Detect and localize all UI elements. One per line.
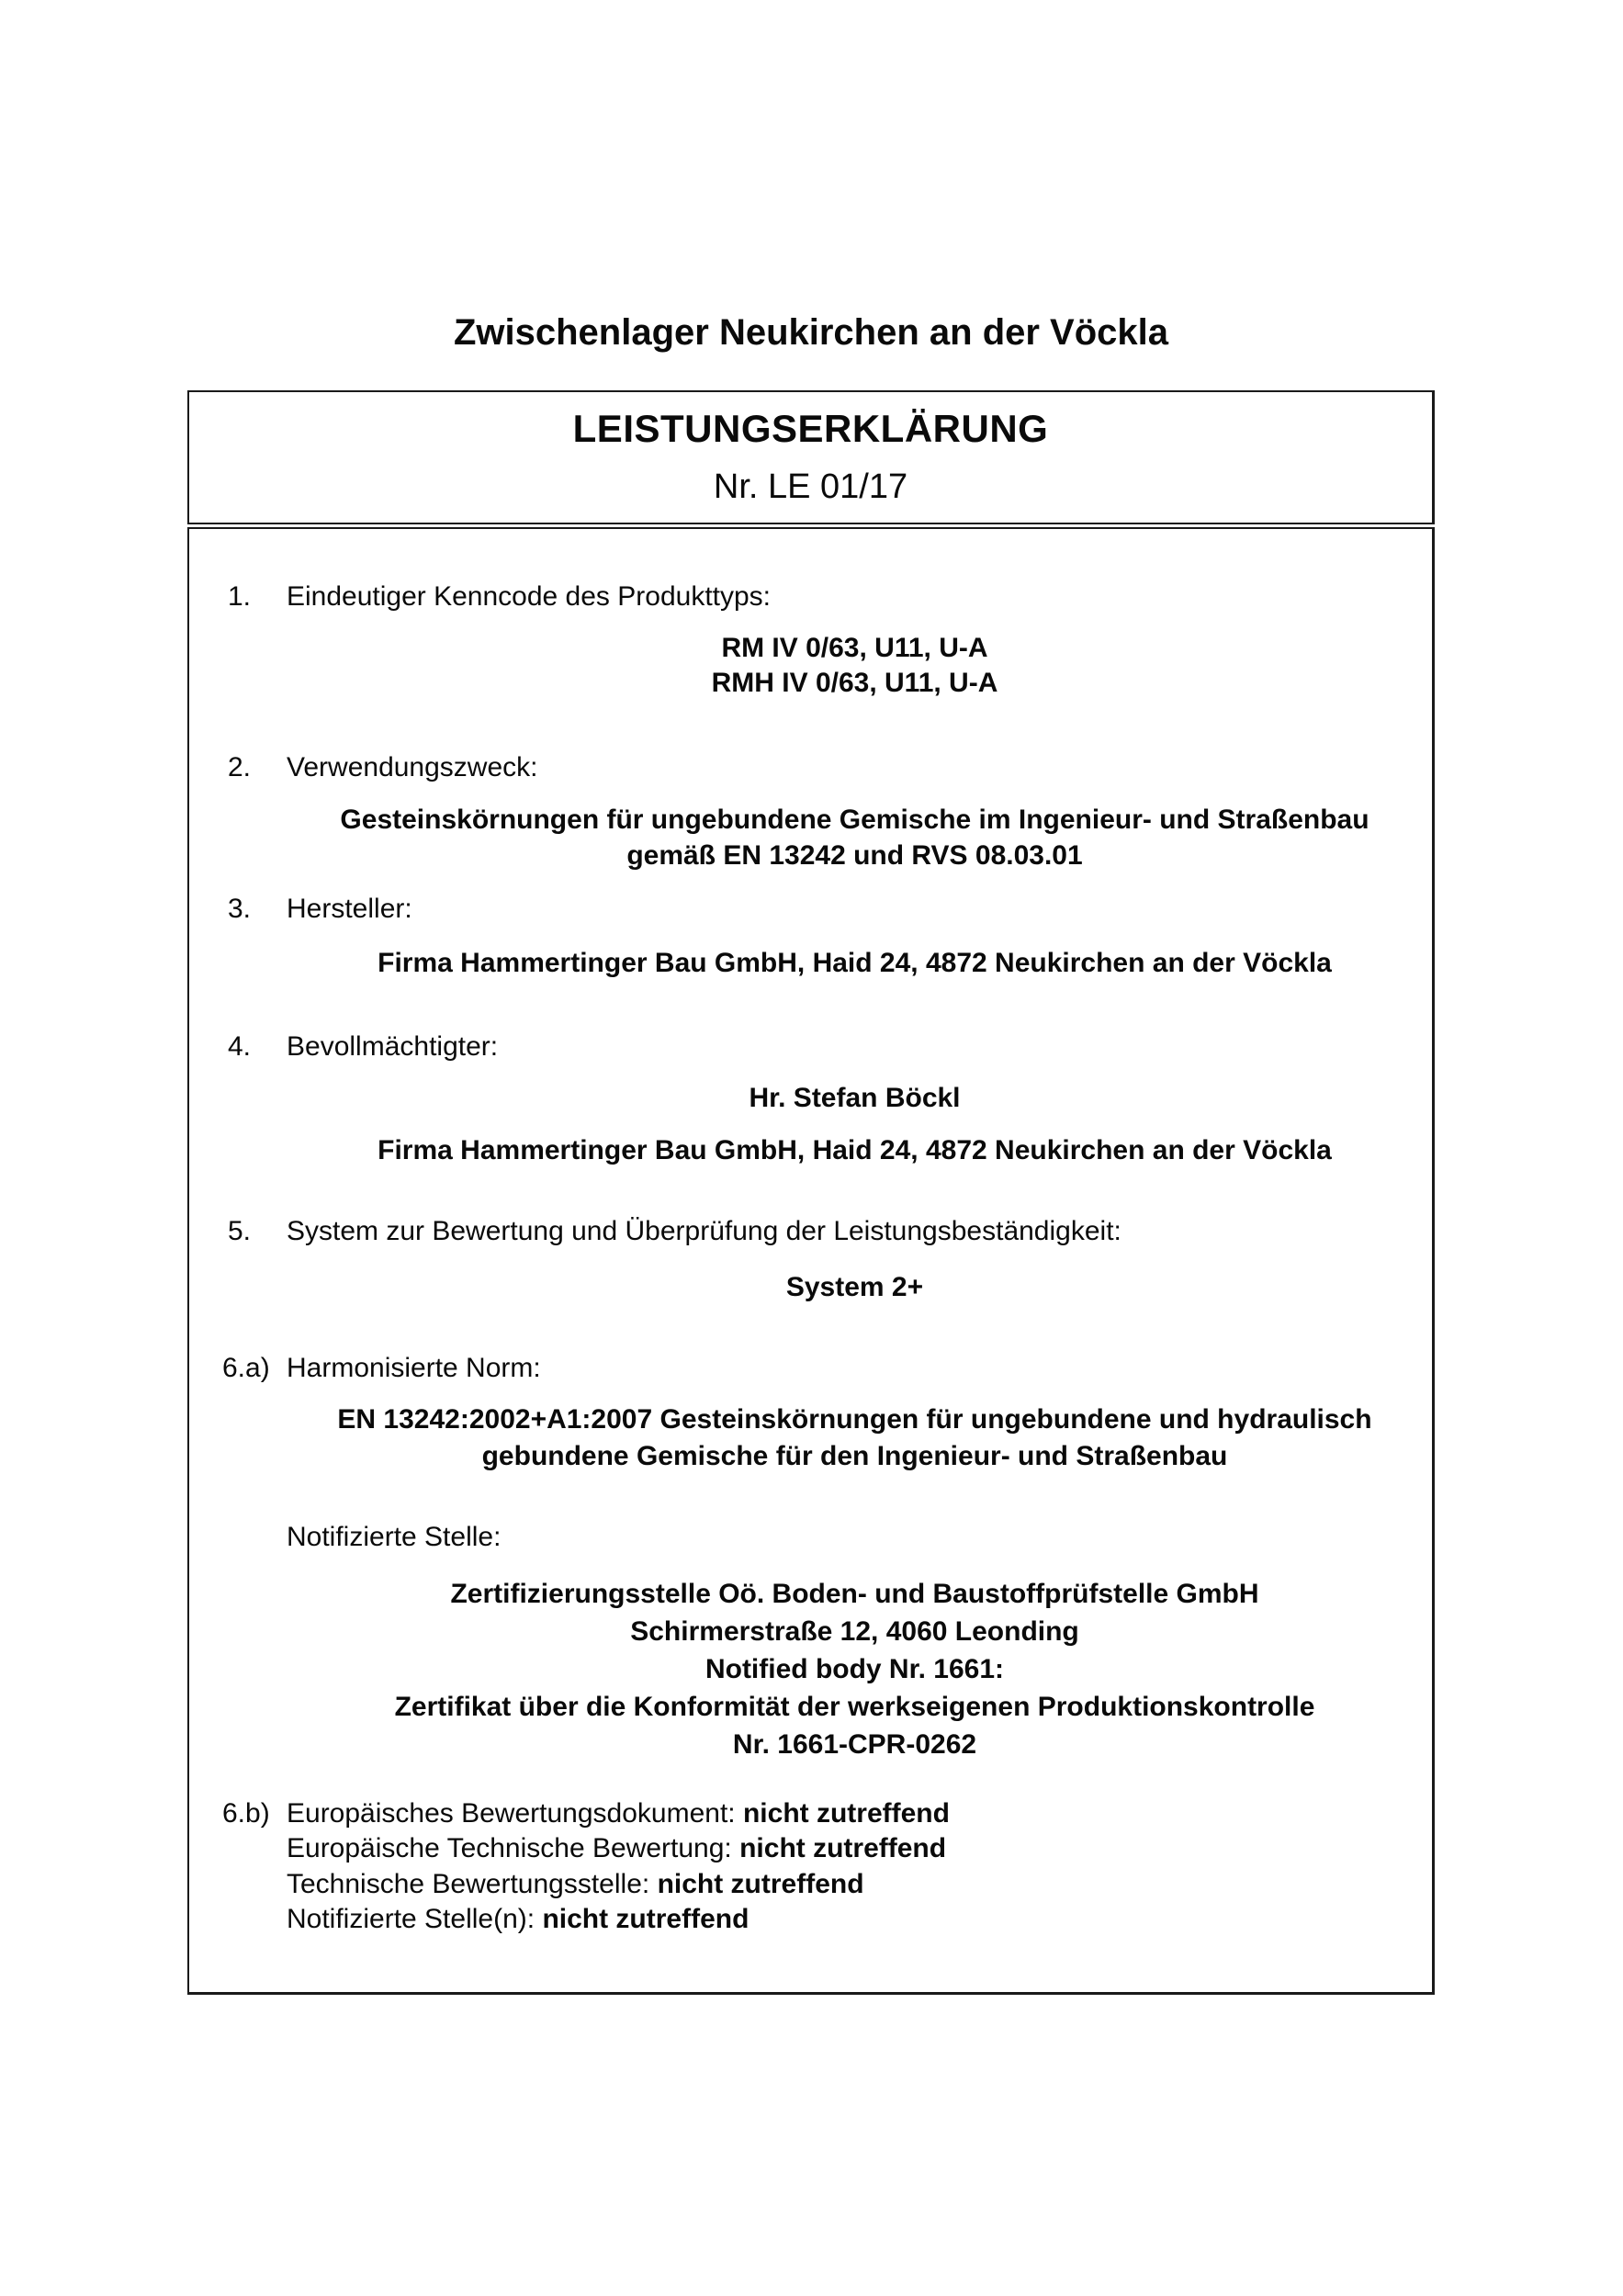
row-value: nicht zutreffend [542, 1904, 750, 1934]
authorized-rep-name: Hr. Stefan Böckl [749, 1083, 961, 1113]
section-6b-label-2 [287, 1831, 946, 1867]
harmonized-standard-block [285, 1401, 1425, 1475]
notified-body-name: Zertifizierungsstelle Oö. Boden- und Baustoffprüfstelle GmbH [450, 1578, 1259, 1609]
section-6b-row-2 [189, 1831, 1432, 1867]
notified-body-label: Notifizierte Stelle: [287, 1522, 502, 1552]
section-4-number: 4. [228, 1030, 252, 1062]
section-6b-number-spacer [222, 1831, 287, 1867]
intended-use-block [285, 803, 1425, 873]
declaration-number: Nr. LE 01/17 [713, 467, 908, 506]
row-value: nicht zutreffend [657, 1868, 864, 1899]
avcp-system-line: System 2+ [785, 1271, 924, 1302]
section-1-heading [189, 580, 1432, 615]
section-2-number: 2. [228, 751, 252, 782]
section-5-heading [189, 1214, 1432, 1250]
section-6b-row-1 [189, 1796, 1432, 1832]
row-label: Notifizierte Stelle(n): [287, 1904, 535, 1934]
notified-body-address: Schirmerstraße 12, 4060 Leonding [630, 1615, 1079, 1647]
product-code-line-1: RM IV 0/63, U11, U-A [721, 632, 988, 663]
row-label: Technische Bewertungsstelle: [287, 1868, 650, 1899]
page-title: Zwischenlager Neukirchen an der Vöckla [453, 312, 1169, 353]
section-6b-row-4 [189, 1902, 1432, 1938]
manufacturer-line: Firma Hammertinger Bau GmbH, Haid 24, 4872 Neukirchen an der Vöckla [378, 947, 1332, 978]
intended-use-line-2: gemäß EN 13242 und RVS 08.03.01 [626, 839, 1083, 871]
intended-use-line-1: Gesteinskörnungen für ungebundene Gemische im Ingenieur- und Straßenbau [340, 805, 1369, 835]
section-6b-number-spacer [222, 1867, 287, 1903]
section-1-label: Eindeutiger Kenncode des Produkttyps: [287, 581, 772, 612]
notified-body-certificate: Zertifikat über die Konformität der werkseigenen Produktionskontrolle [394, 1691, 1315, 1722]
section-3-label: Hersteller: [287, 894, 412, 924]
section-2-label: Verwendungszweck: [287, 751, 538, 782]
section-6b-label-4 [287, 1902, 749, 1938]
declaration-content-box [187, 527, 1435, 1995]
harmonized-standard-line-2: gebundene Gemische für den Ingenieur- und Straßenbau [481, 1441, 1228, 1471]
row-value: nicht zutreffend [742, 1797, 950, 1829]
section-6a-heading [189, 1351, 1432, 1387]
row-value: nicht zutreffend [739, 1833, 947, 1863]
section-4-heading [189, 1030, 1432, 1065]
section-5-number: 5. [228, 1216, 252, 1246]
harmonized-standard-line-1: EN 13242:2002+A1:2007 Gesteinskörnungen für ungebundene und hydraulisch [337, 1404, 1372, 1435]
section-6a-label: Harmonisierte Norm: [287, 1352, 541, 1383]
declaration-header-box [187, 390, 1435, 524]
section-6b-number-spacer [222, 1902, 287, 1938]
authorized-rep-address: Firma Hammertinger Bau GmbH, Haid 24, 4872 Neukirchen an der Vöckla [378, 1135, 1332, 1165]
section-3-number: 3. [228, 894, 252, 924]
section-6b-label-1 [287, 1796, 950, 1832]
section-6b-number: 6.b) [222, 1797, 270, 1829]
product-code-line-2: RMH IV 0/63, U11, U-A [711, 668, 998, 698]
notified-body-block [285, 1575, 1425, 1763]
section-5-label: System zur Bewertung und Überprüfung der Leistungsbeständigkeit: [287, 1216, 1121, 1246]
section-4-label: Bevollmächtigter: [287, 1030, 499, 1062]
notified-body-certificate-number: Nr. 1661-CPR-0262 [732, 1728, 977, 1760]
section-6a-number: 6.a) [222, 1352, 270, 1383]
section-2-heading [189, 750, 1432, 786]
section-6b-label-3 [287, 1867, 864, 1903]
section-3-heading [189, 892, 1432, 928]
section-6b-row-3 [189, 1867, 1432, 1903]
section-1-number: 1. [228, 581, 252, 612]
row-label: Europäisches Bewertungsdokument: [287, 1797, 736, 1829]
row-label: Europäische Technische Bewertung: [287, 1833, 732, 1863]
product-code-block [285, 631, 1425, 702]
declaration-title: LEISTUNGSERKLÄRUNG [572, 407, 1049, 450]
notified-body-number: Notified body Nr. 1661: [704, 1653, 1005, 1684]
